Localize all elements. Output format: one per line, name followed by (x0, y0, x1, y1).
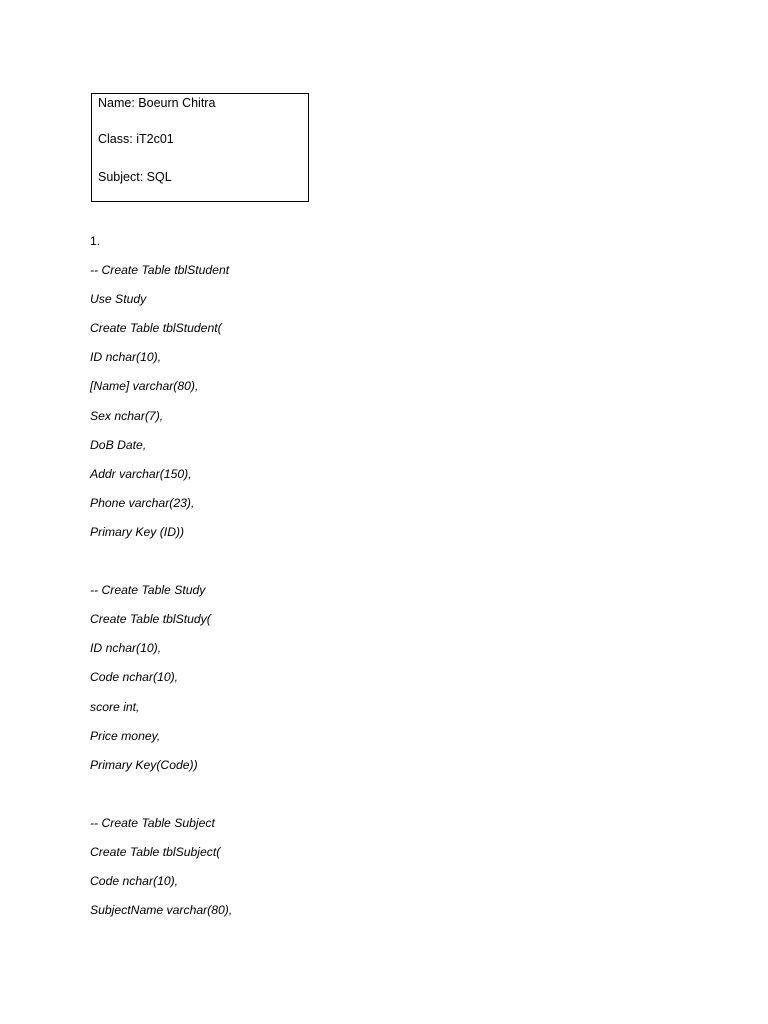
code-line: Primary Key(Code)) (90, 757, 198, 772)
student-info-box (91, 93, 309, 202)
code-line: Create Table tblStudy( (90, 612, 211, 627)
code-line: [Name] varchar(80), (90, 379, 199, 394)
question-number: 1. (90, 234, 101, 248)
code-line: Create Table tblStudent( (90, 321, 222, 336)
code-line: Price money, (90, 728, 161, 743)
code-line: -- Create Table tblStudent (90, 263, 230, 278)
code-line: score int, (90, 699, 140, 714)
student-subject: Subject: SQL (98, 170, 172, 184)
code-line: DoB Date, (90, 437, 147, 452)
code-line: Use Study (90, 292, 147, 307)
student-name: Name: Boeurn Chitra (98, 96, 216, 110)
blank-line (90, 786, 690, 815)
code-line: Code nchar(10), (90, 670, 179, 685)
code-line: Create Table tblSubject( (90, 844, 221, 859)
blank-line (90, 553, 690, 582)
code-line: ID nchar(10), (90, 641, 162, 656)
student-class: Class: iT2c01 (98, 132, 174, 146)
code-line: Code nchar(10), (90, 874, 179, 889)
code-line: SubjectName varchar(80), (90, 903, 233, 918)
code-line: Phone varchar(23), (90, 495, 195, 510)
code-line: -- Create Table Study (90, 583, 206, 598)
code-line: Sex nchar(7), (90, 408, 164, 423)
sql-code-block (90, 233, 690, 931)
code-line: Addr varchar(150), (90, 466, 192, 481)
code-line: -- Create Table Subject (90, 815, 215, 830)
code-line: Primary Key (ID)) (90, 524, 185, 539)
code-line: ID nchar(10), (90, 350, 162, 365)
